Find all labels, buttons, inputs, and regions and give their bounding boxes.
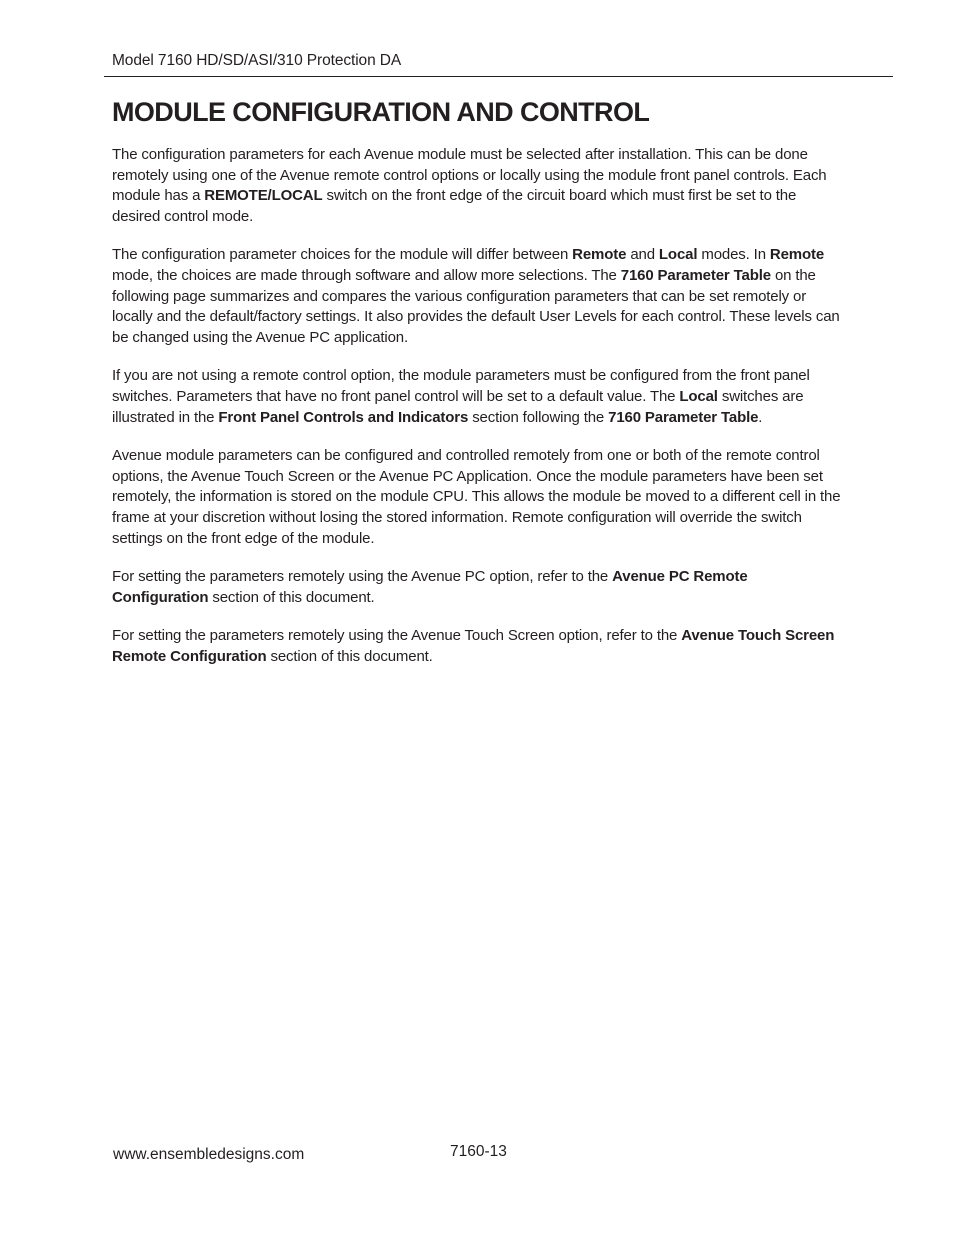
paragraph-touch-screen-option <box>112 626 842 667</box>
paragraph-text: . <box>758 408 763 426</box>
paragraph-text: section of this document. <box>208 588 375 606</box>
header-divider <box>104 76 893 77</box>
body-content <box>112 145 842 685</box>
paragraph-text: Avenue module parameters can be configured and controlled remotely from one or both of the remote control options, the Avenue Touch Screen or the Avenue PC Application. Once the module parameters have been set remotely, the information is stored on the module CPU. This allows the module be moved to a different cell in the frame at your discretion without losing the stored information. Remote configuration will override the switch settings on the front edge of the module. <box>112 447 841 547</box>
paragraph-text: switches are illustrated in the <box>112 387 804 426</box>
bold-term: Remote <box>572 246 627 264</box>
paragraph-front-panel <box>112 366 842 428</box>
paragraph-text: on the following page summarizes and compares the various configuration parameters that can be set remotely or locally and the default/factory settings. It also provides the default User Levels for each control. These levels can be changed using the Avenue PC application. <box>112 266 840 346</box>
bold-term: 7160 Parameter Table <box>608 408 759 426</box>
paragraph-text: section of this document. <box>266 647 433 665</box>
paragraph-text: If you are not using a remote control option, the module parameters must be configured from the front panel switches. Parameters that have no front panel control will be set to a default value. The <box>112 367 810 405</box>
paragraph-text: mode, the choices are made through software and allow more selections. The <box>112 266 621 284</box>
paragraph-parameter-choices <box>112 245 842 348</box>
paragraph-pc-option <box>112 567 842 608</box>
paragraph-text: The configuration parameter choices for the module will differ between <box>112 246 573 264</box>
bold-term: Remote <box>769 246 825 264</box>
bold-term: Avenue Touch Screen Remote Configuration <box>112 627 835 665</box>
paragraph-text: modes. In <box>697 246 770 264</box>
paragraph-text: section following the <box>468 408 609 426</box>
running-header: Model 7160 HD/SD/ASI/310 Protection DA <box>112 52 402 69</box>
page-number: 7160-13 <box>450 1143 507 1160</box>
bold-term: Front Panel Controls and Indicators <box>218 408 469 426</box>
paragraph-text: For setting the parameters remotely using the Avenue Touch Screen option, refer to the <box>112 627 682 645</box>
bold-term: Local <box>679 387 718 405</box>
bold-term: 7160 Parameter Table <box>620 266 771 284</box>
bold-term: Avenue PC Remote Configuration <box>112 568 748 606</box>
paragraph-text: switch on the front edge of the circuit board which must first be set to the desired control mode. <box>112 187 797 225</box>
paragraph-text: For setting the parameters remotely using the Avenue PC option, refer to the <box>112 568 613 586</box>
paragraph-text: The configuration parameters for each Avenue module must be selected after installation. This can be done remotely using one of the Avenue remote control options or locally using the module front panel controls. Each module has a <box>112 146 827 205</box>
paragraph-text: and <box>626 246 659 264</box>
page-title: MODULE CONFIGURATION AND CONTROL <box>112 97 650 127</box>
footer-website: www.ensembledesigns.com <box>113 1146 305 1163</box>
bold-term: Local <box>658 246 698 264</box>
bold-term: REMOTE/LOCAL <box>204 187 323 205</box>
paragraph-remote-local-intro <box>112 145 842 227</box>
paragraph-remote-options <box>112 446 842 549</box>
